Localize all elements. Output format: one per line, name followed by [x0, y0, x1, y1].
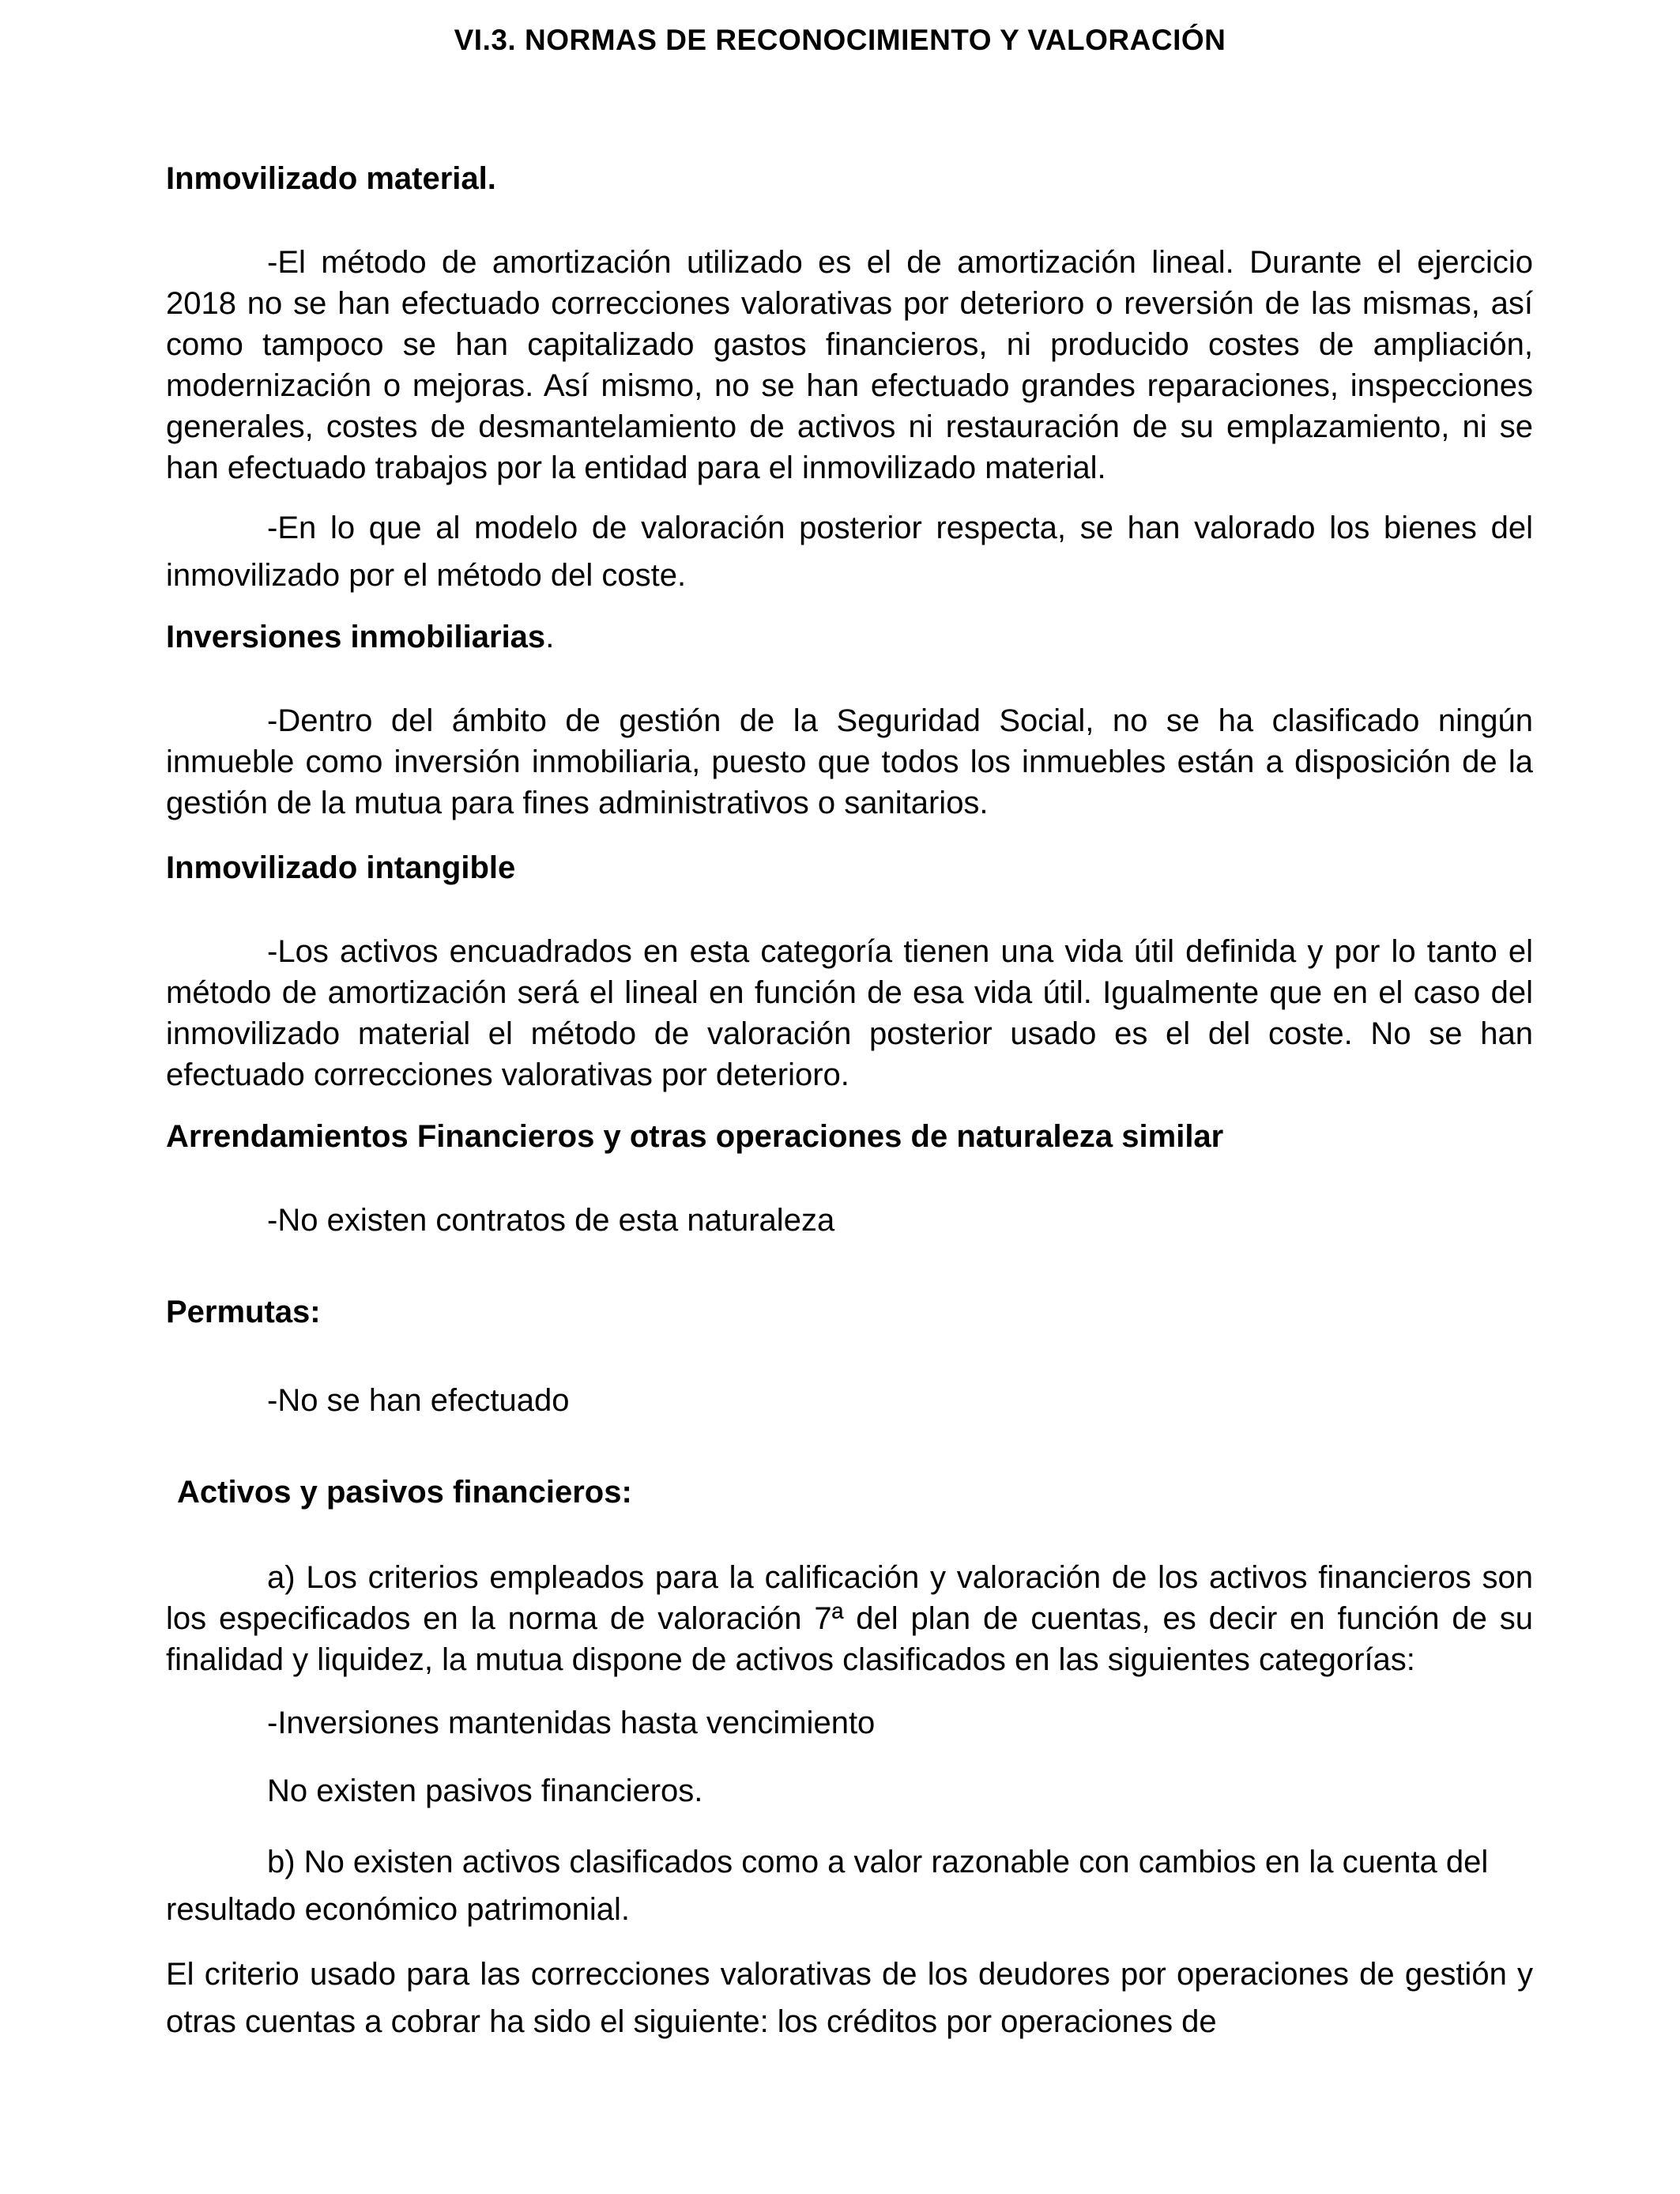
heading-arrendamientos: Arrendamientos Financieros y otras operaciones de naturaleza similar: [166, 1119, 1224, 1154]
paragraph-criterios-a: a) Los criterios empleados para la calificación y valoración de los activos financieros son los especificados en la norma de valoración 7ª del plan de cuentas, es decir en función de su finalidad y liquidez, la mutua dispone de activos clasificados en las siguientes categorías:: [166, 1560, 1533, 1677]
paragraph-inversiones: -Dentro del ámbito de gestión de la Seguridad Social, no se ha clasificado ningún inmueble como inversión inmobiliaria, puesto que todos los inmuebles están a disposición de la gestión de la mutua para fines administrativos o sanitarios.: [166, 703, 1533, 820]
paragraph-amortizacion: -El método de amortización utilizado es el de amortización lineal. Durante el ejercicio 2018 no se han efectuado correcciones valorativas por deterioro o reversión de las mismas, así como tampoco se han capitalizado gastos financieros, ni producido costes de ampliación, modernización o mejoras. Así mismo, no se han efectuado grandes reparaciones, inspecciones generales, costes de desmantelamiento de activos ni restauración de su emplazamiento, ni se han efectuado trabajos por la entidad para el inmovilizado material.: [166, 245, 1533, 485]
paragraph-intangible: -Los activos encuadrados en esta categoría tienen una vida útil definida y por lo tanto el método de amortización será el lineal en función de esa vida útil. Igualmente que en el caso del inmovilizado material el método de valoración posterior usado es el del coste. No se han efectuado correcciones valorativas por deterioro.: [166, 934, 1533, 1092]
list-item-inversiones-vencimiento: -Inversiones mantenidas hasta vencimiento: [267, 1706, 876, 1740]
document-title: VI.3. NORMAS DE RECONOCIMIENTO Y VALORACIÓN: [454, 24, 1226, 56]
heading-inmovilizado-intangible: Inmovilizado intangible: [166, 850, 516, 885]
paragraph-criterios-b: b) No existen activos clasificados como a valor razonable con cambios en la cuenta del resultado económico patrimonial.: [166, 1845, 1489, 1927]
heading-inversiones-inmobiliarias: [166, 616, 1533, 658]
paragraph-valoracion-posterior: -En lo que al modelo de valoración posterior respecta, se han valorado los bienes del inmovilizado por el método del coste.: [166, 511, 1533, 593]
paragraph-arrendamientos: -No existen contratos de esta naturaleza: [267, 1203, 835, 1238]
paragraph-permutas: -No se han efectuado: [267, 1383, 570, 1418]
paragraph-criterio-correcciones: El criterio usado para las correcciones valorativas de los deudores por operaciones de gestión y otras cuentas a cobrar ha sido el siguiente: los créditos por operaciones de: [166, 1957, 1533, 2039]
heading-inversiones-inmobiliarias-period: .: [545, 620, 555, 654]
heading-permutas: Permutas:: [166, 1295, 321, 1329]
heading-inmovilizado-material: Inmovilizado material.: [166, 161, 496, 196]
document-body: [166, 158, 1533, 2045]
heading-activos-pasivos: Activos y pasivos financieros:: [177, 1475, 632, 1510]
heading-inversiones-inmobiliarias-text: Inversiones inmobiliarias: [166, 620, 546, 654]
paragraph-no-pasivos: No existen pasivos financieros.: [267, 1774, 703, 1808]
